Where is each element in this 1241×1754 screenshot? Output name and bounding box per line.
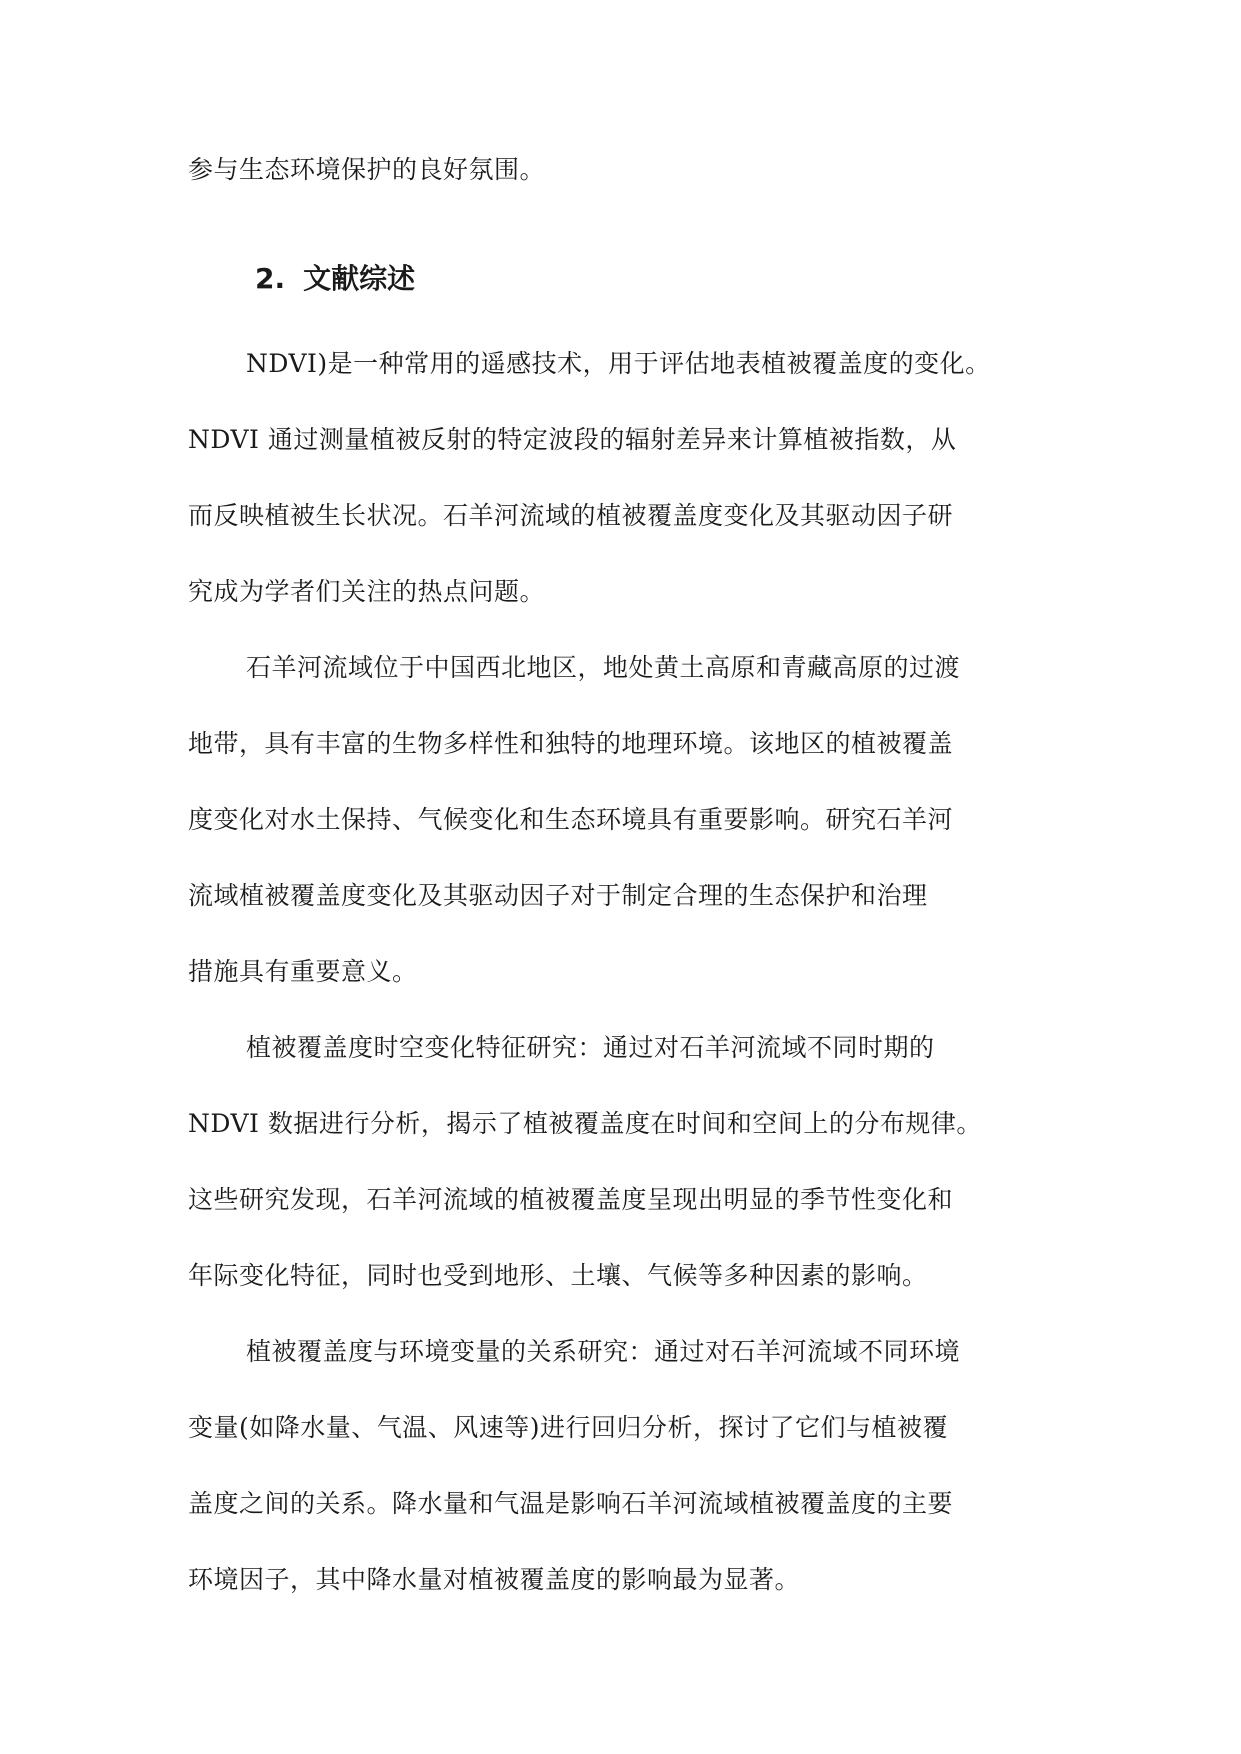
- paragraph-line: 度变化对水土保持、气候变化和生态环境具有重要影响。研究石羊河: [188, 805, 954, 834]
- paragraph-line: 措施具有重要意义。: [188, 957, 418, 986]
- section-heading: [255, 262, 415, 296]
- paragraph-line: 地带，具有丰富的生物多样性和独特的地理环境。该地区的植被覆盖: [188, 729, 954, 758]
- paragraph-line: 年际变化特征，同时也受到地形、土壤、气候等多种因素的影响。: [188, 1261, 928, 1290]
- section-title: 文献综述: [303, 262, 416, 295]
- paragraph-line: 而反映植被生长状况。石羊河流域的植被覆盖度变化及其驱动因子研: [188, 501, 954, 530]
- paragraph-line: 流域植被覆盖度变化及其驱动因子对于制定合理的生态保护和治理: [188, 881, 928, 910]
- paragraph-line: NDVI 数据进行分析，揭示了植被覆盖度在时间和空间上的分布规律。: [188, 1109, 982, 1138]
- paragraph-line: NDVI)是一种常用的遥感技术，用于评估地表植被覆盖度的变化。: [246, 349, 991, 378]
- paragraph-line: 石羊河流域位于中国西北地区，地处黄土高原和青藏高原的过渡: [246, 653, 961, 682]
- paragraph-line: NDVI 通过测量植被反射的特定波段的辐射差异来计算植被指数，从: [188, 425, 957, 454]
- paragraph-line: 环境因子，其中降水量对植被覆盖度的影响最为显著。: [188, 1565, 801, 1594]
- paragraph-line: 植被覆盖度与环境变量的关系研究：通过对石羊河流域不同环境: [246, 1337, 961, 1366]
- paragraph-line: 盖度之间的关系。降水量和气温是影响石羊河流域植被覆盖度的主要: [188, 1489, 954, 1518]
- paragraph-line: 参与生态环境保护的良好氛围。: [188, 155, 546, 184]
- paragraph-line: 变量(如降水量、气温、风速等)进行回归分析，探讨了它们与植被覆: [188, 1413, 949, 1442]
- paragraph-line: 植被覆盖度时空变化特征研究：通过对石羊河流域不同时期的: [246, 1033, 935, 1062]
- paragraph-line: 究成为学者们关注的热点问题。: [188, 577, 546, 606]
- paragraph-line: 这些研究发现，石羊河流域的植被覆盖度呈现出明显的季节性变化和: [188, 1185, 954, 1214]
- section-number: 2.: [255, 262, 286, 295]
